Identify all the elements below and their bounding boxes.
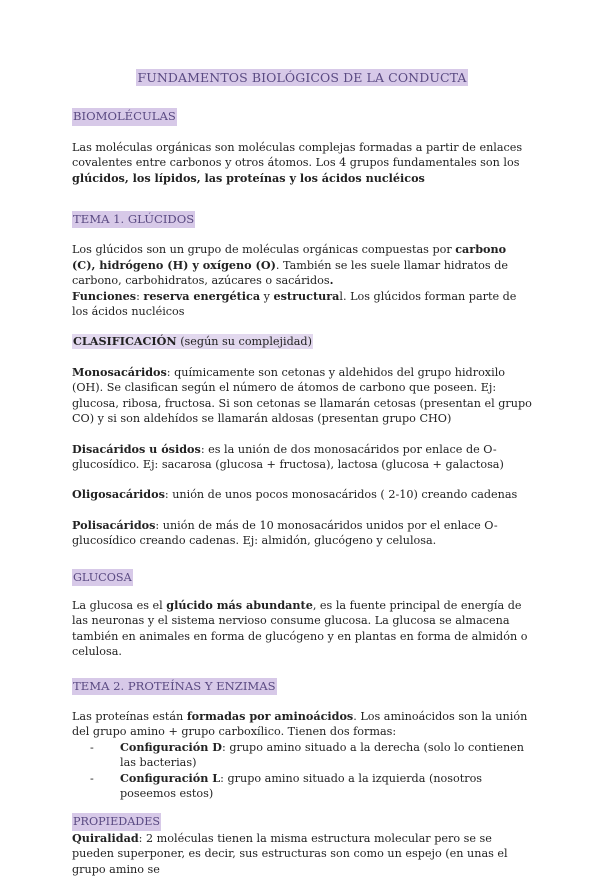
paragraph-disacaridos — [72, 442, 532, 473]
text-run: . También se les suele llamar hidratos de carbono, carbohidratos, azúcares o sacáridos — [72, 258, 508, 288]
text-run: : es la unión de dos monosacáridos por enlace de O-glucosídico. Ej: sacarosa (glucosa + fructosa), lactosa (glucosa + galactosa) — [72, 442, 504, 471]
section-heading-tema2: TEMA 2. PROTEÍNAS Y ENZIMAS — [72, 678, 277, 695]
bold-run: Disacáridos u ósidos — [72, 441, 201, 456]
bold-run: reserva energética — [143, 288, 261, 303]
text-run: Las moléculas orgánicas son moléculas complejas formadas a partir de enlaces covalentes entre carbonos y otros átomos. Los 4 grupos fundamentales son los — [72, 140, 523, 170]
dash-bullet: - — [90, 771, 94, 785]
bold-run: Oligosacáridos — [72, 487, 165, 502]
text-run: (según su complejidad) — [176, 335, 312, 349]
text-run: : químicamente son cetonas y aldehidos del grupo hidroxilo (OH). Se clasifican según el número de átomos de carbono que poseen. Ej: glucosa, ribosa, fructosa. Si son cetonas se llamarán cetosas (presentan el grupo CO) y si son aldehídos se llamarán aldosas (presentan grupo CHO) — [72, 365, 532, 426]
paragraph-biomoleculas — [72, 140, 532, 186]
text-run: y — [260, 289, 274, 303]
bold-run: Configuración L — [120, 770, 221, 785]
list-item — [72, 771, 532, 802]
bold-run: Configuración D — [120, 739, 222, 754]
paragraph-proteinas — [72, 709, 532, 740]
bold-run: Quiralidad — [72, 830, 139, 845]
configuracion-list — [72, 740, 532, 802]
text-run: . Los aminoácidos son la unión del grupo amino + grupo carboxílico. Tienen dos formas: — [72, 709, 528, 739]
section-heading-glucosa: GLUCOSA — [72, 569, 133, 586]
bold-run: glúcido más abundante — [166, 597, 313, 612]
text-run: Los glúcidos son un grupo de moléculas orgánicas compuestas por — [72, 243, 456, 257]
bold-run: glúcidos, los lípidos, las proteínas y los ácidos nucléicos — [72, 170, 425, 185]
bold-run: Monosacáridos — [72, 364, 167, 379]
bold-run: formadas por aminoácidos — [186, 708, 354, 723]
paragraph-funciones — [72, 289, 532, 320]
bold-run: Polisacáridos — [72, 517, 156, 532]
text-run: : grupo amino situado a la izquierda (nosotros poseemos estos) — [120, 771, 483, 800]
clasificacion-heading — [72, 334, 532, 349]
bold-run: CLASIFICACIÓN — [73, 334, 177, 349]
paragraph-oligosacaridos — [72, 487, 532, 502]
text-run: : unión de unos pocos monosacáridos ( 2-10) creando cadenas — [164, 488, 518, 502]
bold-run: . — [329, 273, 334, 288]
text-run: : 2 moléculas tienen la misma estructura molecular pero se se pueden superponer, es decir, sus estructuras son como un espejo (en unas el grupo amino se — [72, 831, 508, 876]
document-title: FUNDAMENTOS BIOLÓGICOS DE LA CONDUCTA — [137, 70, 467, 85]
text-run: La glucosa es el — [72, 598, 167, 612]
text-run: : grupo amino situado a la derecha (solo lo contienen las bacterias) — [120, 740, 524, 770]
text-run: : unión de más de 10 monosacáridos unidos por el enlace O-glucosídico creando cadenas. Ej: almidón, glucógeno y celulosa. — [72, 518, 498, 548]
bold-run: carbono (C), hidrógeno (H) y oxígeno (O) — [72, 242, 507, 272]
document-content — [72, 70, 532, 892]
propiedades-heading: PROPIEDADES — [72, 813, 161, 830]
list-item — [72, 740, 532, 771]
section-heading-biomoleculas: BIOMOLÉCULAS — [72, 108, 177, 125]
title-block — [72, 70, 532, 86]
text-run: , es la fuente principal de energía de las neuronas y el sistema nervioso consume glucosa. La glucosa se almacena también en animales en forma de glucógeno y en plantas en forma de almidón o celulosa. — [72, 598, 528, 659]
text-run: Las proteínas están — [72, 709, 187, 723]
section-heading-tema1: TEMA 1. GLÚCIDOS — [72, 211, 195, 228]
paragraph-monosacaridos — [72, 365, 532, 427]
text-run: : — [136, 289, 144, 303]
paragraph-polisacaridos — [72, 518, 532, 549]
bold-run: Funciones — [72, 288, 137, 303]
dash-bullet: - — [90, 740, 94, 754]
paragraph-quiralidad — [72, 831, 532, 877]
paragraph-glucosa — [72, 598, 532, 660]
paragraph-glucidos-intro — [72, 242, 532, 288]
bold-run: estructura — [273, 288, 340, 303]
text-run: l. Los glúcidos forman parte de los ácidos nucléicos — [72, 289, 517, 319]
